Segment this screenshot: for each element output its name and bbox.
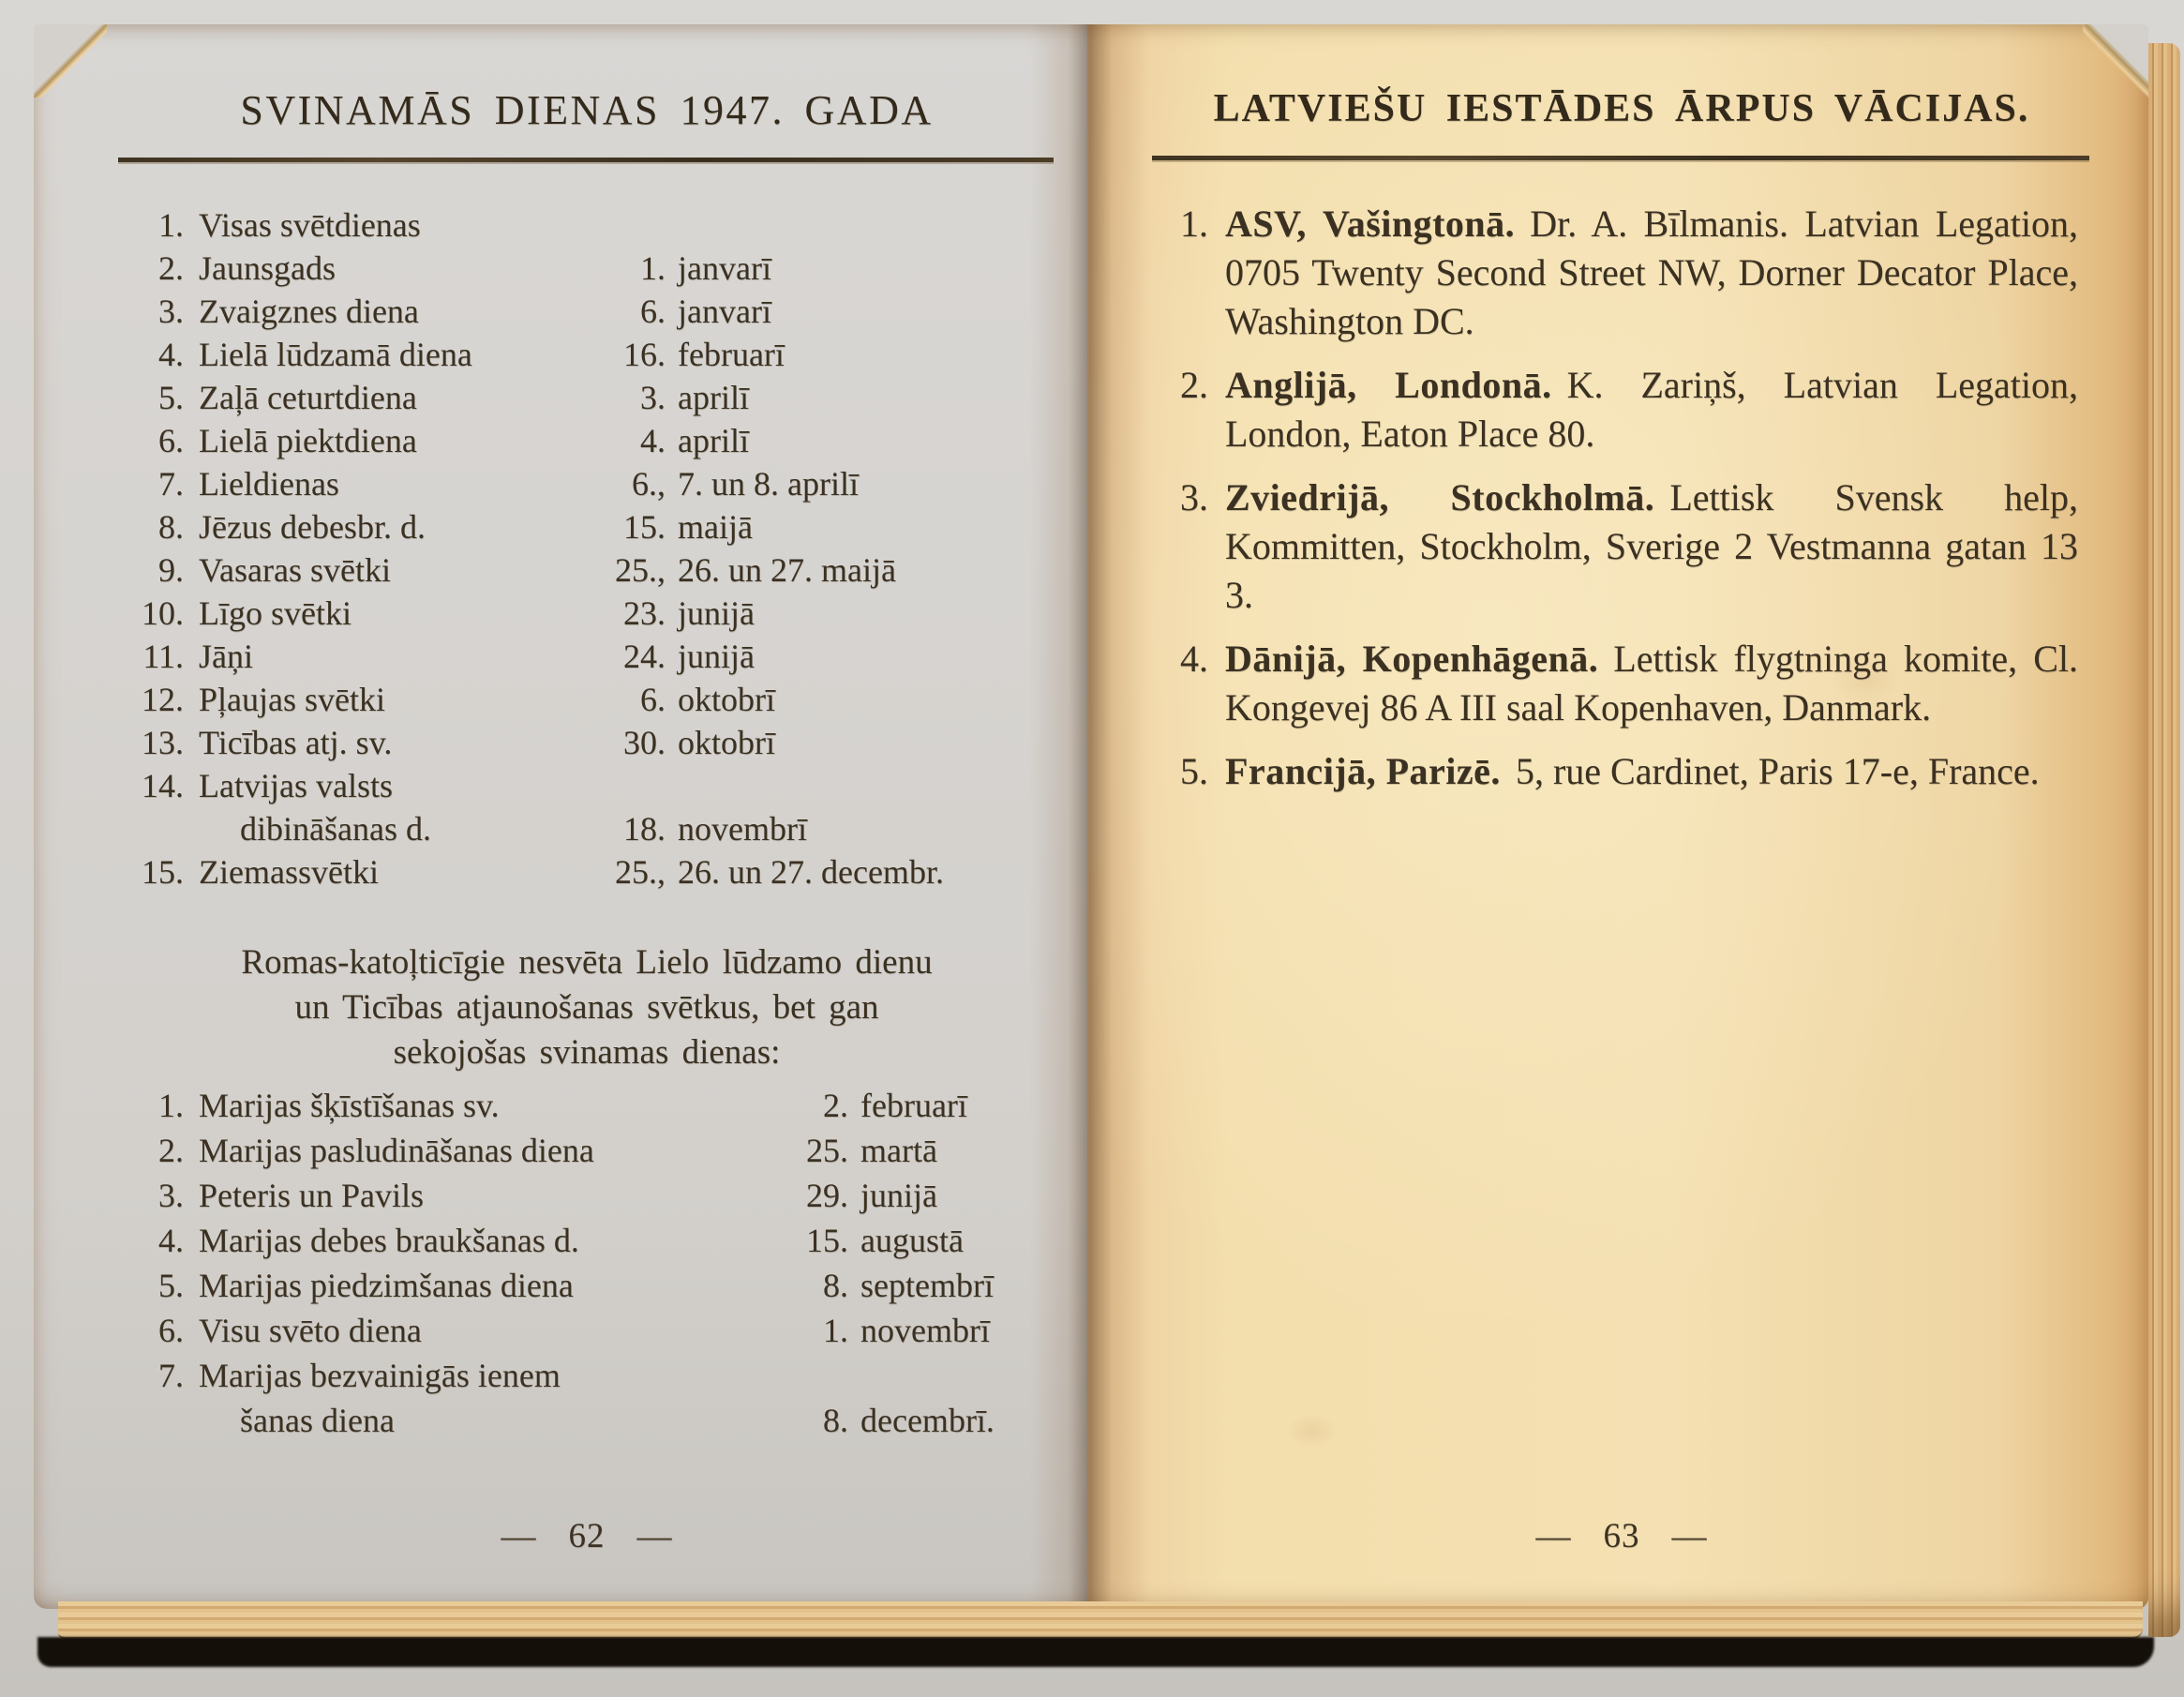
holiday-number: 15. xyxy=(142,853,184,891)
catholic-note-line1: Romas-katoļticīgie nesvēta Lielo lūdzamo dienu xyxy=(241,943,933,982)
holiday-date-day: 1. xyxy=(640,249,666,287)
catholic-day-name-line1: Marijas pasludināšanas diena xyxy=(199,1132,594,1169)
catholic-day-name-line1: Marijas bezvainigās ienem xyxy=(199,1357,561,1394)
holiday-date-month: aprilī xyxy=(678,379,749,416)
holiday-row xyxy=(131,333,1042,376)
holiday-date-month: februarī xyxy=(678,336,785,373)
left-page-number xyxy=(131,1516,1042,1556)
holiday-row xyxy=(131,247,1042,290)
page-number-dash: — xyxy=(636,1517,673,1555)
institution-number: 2. xyxy=(1180,364,1208,406)
catholic-day-date-day: 8. xyxy=(823,1402,848,1439)
holiday-number: 8. xyxy=(158,508,184,546)
holiday-number: 13. xyxy=(142,724,184,761)
holiday-date-month: oktobrī xyxy=(678,681,775,718)
institution-list xyxy=(1165,200,2078,796)
holiday-date xyxy=(592,419,749,462)
holiday-number: 5. xyxy=(158,379,184,416)
holiday-date xyxy=(592,850,944,894)
holiday-row xyxy=(131,592,1042,635)
holiday-number: 1. xyxy=(158,206,184,244)
institution-text xyxy=(1225,200,2078,346)
catholic-day-date-day: 15. xyxy=(806,1222,848,1259)
holiday-row xyxy=(131,203,1042,247)
holiday-number: 3. xyxy=(158,293,184,330)
holiday-name xyxy=(199,548,592,592)
bottom-page-edges xyxy=(58,1601,2143,1640)
right-page-edges xyxy=(2148,43,2180,1637)
holiday-date xyxy=(592,678,775,721)
holiday-date xyxy=(592,376,749,419)
catholic-day-number: 5. xyxy=(158,1267,184,1304)
holiday-date xyxy=(592,635,755,678)
catholic-day-row xyxy=(131,1353,1042,1443)
holiday-number: 14. xyxy=(142,767,184,804)
holiday-name xyxy=(199,419,592,462)
catholic-day-number: 3. xyxy=(158,1177,184,1214)
catholic-day-name-line1: Marijas šķīstīšanas sv. xyxy=(199,1087,500,1124)
institution-number: 5. xyxy=(1180,750,1208,792)
catholic-day-date-month: februarī xyxy=(860,1087,967,1124)
catholic-day-date-month: septembrī xyxy=(860,1267,994,1304)
holiday-row xyxy=(131,635,1042,678)
book-bottom-shadow xyxy=(37,1637,2154,1667)
holiday-name xyxy=(199,333,592,376)
holiday-date-month: novembrī xyxy=(678,810,807,848)
holiday-date-day: 18. xyxy=(623,810,666,848)
institution-entry xyxy=(1165,473,2078,620)
holiday-date-month: junijā xyxy=(678,594,755,632)
holiday-row xyxy=(131,376,1042,419)
holiday-name xyxy=(199,247,592,290)
holiday-list xyxy=(131,203,1042,894)
left-page-content xyxy=(34,24,1087,1609)
right-page-content xyxy=(1087,24,2148,1609)
holiday-name-line1: Līgo svētki xyxy=(199,594,352,632)
holiday-name-line1: Jāņi xyxy=(199,638,253,675)
left-page-title: SVINAMĀS DIENAS 1947. GADA xyxy=(240,87,934,133)
holiday-name-line1: Zaļā ceturtdiena xyxy=(199,379,417,416)
catholic-day-name xyxy=(199,1263,780,1308)
holiday-name-line1: Visas svētdienas xyxy=(199,206,421,244)
holiday-date-day: 30. xyxy=(623,724,666,761)
holiday-date-day: 4. xyxy=(640,422,666,459)
institution-number: 1. xyxy=(1180,203,1208,245)
catholic-day-date-day: 29. xyxy=(806,1177,848,1214)
catholic-note-line2: un Ticības atjaunošanas svētkus, bet gan xyxy=(294,988,879,1027)
institution-address: 5, rue Cardinet, Paris 17-e, France. xyxy=(1515,750,2040,792)
holiday-number: 9. xyxy=(158,551,184,589)
institution-country-city: ASV, Vašingtonā. xyxy=(1225,203,1516,245)
catholic-day-number: 4. xyxy=(158,1222,184,1259)
holiday-name xyxy=(199,592,592,635)
institution-text xyxy=(1225,635,2078,732)
catholic-day-row xyxy=(131,1083,1042,1128)
holiday-number: 10. xyxy=(142,594,184,632)
holiday-date-day: 15. xyxy=(623,508,666,546)
holiday-date-day: 23. xyxy=(623,594,666,632)
holiday-row xyxy=(131,721,1042,764)
catholic-day-date xyxy=(780,1218,964,1263)
institution-address: Lettisk Svensk help, Kommitten, Stockholm, Sverige 2 Vestmanna gatan 13 3. xyxy=(1225,476,2078,616)
catholic-day-date-month: martā xyxy=(860,1132,937,1169)
holiday-date xyxy=(592,505,753,548)
holiday-name-line2: dibināšanas d. xyxy=(240,810,431,848)
catholic-day-name-line1: Marijas debes braukšanas d. xyxy=(199,1222,579,1259)
institution-entry xyxy=(1165,361,2078,458)
institution-entry xyxy=(1165,747,2078,796)
holiday-name xyxy=(199,462,592,505)
holiday-row xyxy=(131,290,1042,333)
institution-country-city: Zviedrijā, Stockholmā. xyxy=(1225,476,1655,518)
holiday-row xyxy=(131,419,1042,462)
holiday-name-line1: Latvijas valsts xyxy=(199,767,393,804)
holiday-name xyxy=(199,376,592,419)
catholic-day-name xyxy=(199,1353,780,1443)
holiday-name-line1: Jēzus debesbr. d. xyxy=(199,508,426,546)
left-title-rule xyxy=(118,158,1054,162)
catholic-day-number: 2. xyxy=(158,1132,184,1169)
catholic-note-line3: sekojošas svinamas dienas: xyxy=(393,1033,781,1072)
catholic-day-name-line1: Peteris un Pavils xyxy=(199,1177,424,1214)
holiday-date-day: 3. xyxy=(640,379,666,416)
catholic-day-number: 7. xyxy=(158,1357,184,1394)
catholic-day-date-day: 8. xyxy=(823,1267,848,1304)
page-number-dash: — xyxy=(1671,1517,1708,1555)
holiday-date xyxy=(592,333,785,376)
holiday-date-day: 25., xyxy=(615,551,666,589)
catholic-day-row xyxy=(131,1128,1042,1173)
catholic-day-date-month: novembrī xyxy=(860,1312,990,1349)
holiday-number: 11. xyxy=(142,638,184,675)
institution-text xyxy=(1225,361,2078,458)
holiday-number: 6. xyxy=(158,422,184,459)
holiday-name xyxy=(199,505,592,548)
institution-address: Dr. A. Bīlmanis. Latvian Legation, 0705 Twenty Second Street NW, Dorner Decator Place, Washington DC. xyxy=(1225,203,2078,342)
holiday-name-line1: Pļaujas svētki xyxy=(199,681,385,718)
catholic-day-name xyxy=(199,1128,780,1173)
holiday-date xyxy=(592,721,775,764)
catholic-day-date-day: 2. xyxy=(823,1087,848,1124)
catholic-day-date xyxy=(780,1083,967,1128)
catholic-day-name xyxy=(199,1173,780,1218)
holiday-date-month: 7. un 8. aprilī xyxy=(678,465,859,503)
holiday-date xyxy=(592,247,771,290)
holiday-name-line1: Jaunsgads xyxy=(199,249,336,287)
institution-entry xyxy=(1165,200,2078,346)
institution-entry xyxy=(1165,635,2078,732)
holiday-name-line1: Vasaras svētki xyxy=(199,551,391,589)
catholic-day-date-day: 25. xyxy=(806,1132,848,1169)
catholic-day-date xyxy=(780,1128,937,1173)
catholic-day-row xyxy=(131,1218,1042,1263)
holiday-number: 12. xyxy=(142,681,184,718)
holiday-number: 2. xyxy=(158,249,184,287)
catholic-day-name-line2: šanas diena xyxy=(240,1402,395,1439)
right-title-rule xyxy=(1152,156,2089,160)
institution-country-city: Francijā, Parizē. xyxy=(1225,750,1501,792)
holiday-date xyxy=(592,807,807,850)
holiday-row xyxy=(131,850,1042,894)
holiday-date-month: oktobrī xyxy=(678,724,775,761)
holiday-date-month: janvarī xyxy=(678,293,771,330)
holiday-name xyxy=(199,678,592,721)
catholic-day-row xyxy=(131,1263,1042,1308)
holiday-name-line1: Zvaigznes diena xyxy=(199,293,419,330)
holiday-date-month: 26. un 27. maijā xyxy=(678,551,896,589)
holiday-name-line1: Ziemassvētki xyxy=(199,853,379,891)
institution-country-city: Anglijā, Londonā. xyxy=(1225,364,1552,406)
catholic-day-list xyxy=(131,1083,1042,1443)
holiday-date-day: 6. xyxy=(640,681,666,718)
catholic-day-date-month: junijā xyxy=(860,1177,937,1214)
holiday-date-day: 16. xyxy=(623,336,666,373)
holiday-number: 4. xyxy=(158,336,184,373)
left-page xyxy=(34,24,1087,1609)
holiday-date xyxy=(592,548,896,592)
page-number-dash: — xyxy=(1535,1517,1572,1555)
holiday-number: 7. xyxy=(158,465,184,503)
institution-text xyxy=(1225,473,2078,620)
catholic-day-date-month: augustā xyxy=(860,1222,964,1259)
catholic-day-number: 1. xyxy=(158,1087,184,1124)
institution-number: 3. xyxy=(1180,476,1208,518)
catholic-day-name-line1: Visu svēto diena xyxy=(199,1312,422,1349)
holiday-date-month: janvarī xyxy=(678,249,771,287)
holiday-name-line1: Lielā lūdzamā diena xyxy=(199,336,472,373)
page-number-value: 62 xyxy=(568,1517,606,1555)
holiday-row xyxy=(131,764,1042,850)
catholic-note xyxy=(131,940,1042,1075)
holiday-name xyxy=(199,850,592,894)
holiday-date-month: 26. un 27. decembr. xyxy=(678,853,944,891)
holiday-row xyxy=(131,678,1042,721)
holiday-date-day: 24. xyxy=(623,638,666,675)
holiday-name-line1: Ticības atj. sv. xyxy=(199,724,393,761)
holiday-name xyxy=(199,290,592,333)
catholic-day-date xyxy=(780,1173,937,1218)
holiday-date xyxy=(592,290,771,333)
institution-number: 4. xyxy=(1180,638,1208,680)
page-number-dash: — xyxy=(501,1517,537,1555)
holiday-date-month: aprilī xyxy=(678,422,749,459)
institution-address: Lettisk flygtninga komite, Cl. Kongevej 86 A III saal Kopenhaven, Danmark. xyxy=(1225,638,2078,728)
holiday-date-day: 6. xyxy=(640,293,666,330)
catholic-day-row xyxy=(131,1173,1042,1218)
catholic-day-date xyxy=(780,1308,990,1353)
catholic-day-name xyxy=(199,1218,780,1263)
catholic-day-date xyxy=(780,1263,994,1308)
institution-address: K. Zariņš, Latvian Legation, London, Eaton Place 80. xyxy=(1225,364,2078,455)
right-page xyxy=(1087,24,2148,1609)
holiday-row xyxy=(131,462,1042,505)
right-page-title: LATVIEŠU IESTĀDES ĀRPUS VĀCIJAS. xyxy=(1213,87,2030,130)
right-page-number xyxy=(1165,1516,2078,1556)
holiday-name xyxy=(199,764,592,850)
holiday-date-month: maijā xyxy=(678,508,753,546)
holiday-date-month: junijā xyxy=(678,638,755,675)
catholic-day-row xyxy=(131,1308,1042,1353)
institution-country-city: Dānijā, Kopenhāgenā. xyxy=(1225,638,1599,680)
catholic-day-name xyxy=(199,1083,780,1128)
holiday-row xyxy=(131,548,1042,592)
catholic-day-date-month: decembrī. xyxy=(860,1402,995,1439)
institution-text xyxy=(1225,747,2078,796)
catholic-day-date-day: 1. xyxy=(823,1312,848,1349)
catholic-day-number: 6. xyxy=(158,1312,184,1349)
holiday-date xyxy=(592,592,755,635)
holiday-date-day: 25., xyxy=(615,853,666,891)
holiday-row xyxy=(131,505,1042,548)
holiday-date xyxy=(592,462,859,505)
holiday-name-line1: Lielā piektdiena xyxy=(199,422,417,459)
holiday-name xyxy=(199,721,592,764)
catholic-day-date xyxy=(780,1398,995,1443)
holiday-name-line1: Lieldienas xyxy=(199,465,339,503)
holiday-name xyxy=(199,635,592,678)
holiday-date-day: 6., xyxy=(632,465,666,503)
holiday-name xyxy=(199,203,592,247)
page-number-value: 63 xyxy=(1603,1517,1640,1555)
catholic-day-name-line1: Marijas piedzimšanas diena xyxy=(199,1267,574,1304)
catholic-day-name xyxy=(199,1308,780,1353)
